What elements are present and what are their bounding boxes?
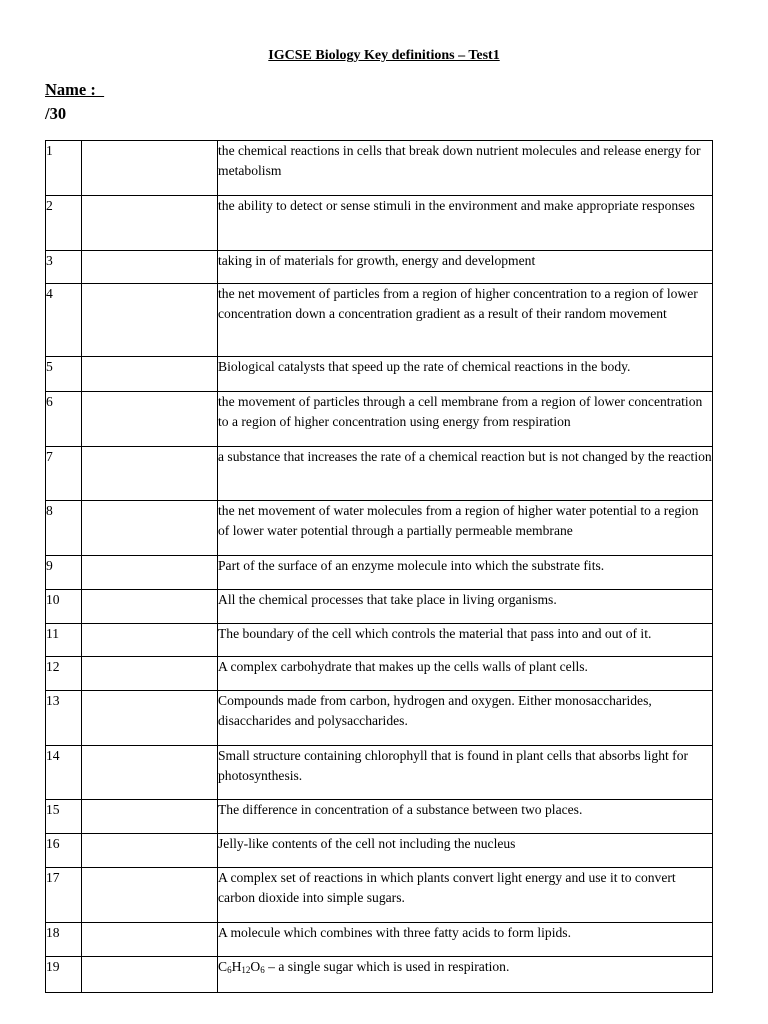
table-row	[46, 251, 713, 284]
row-number: 6	[46, 392, 82, 447]
table-row	[46, 923, 713, 957]
definition-text: – a single sugar which is used in respiration.	[264, 959, 510, 974]
row-number: 16	[46, 834, 82, 868]
answer-cell[interactable]	[82, 957, 218, 993]
row-number: 10	[46, 590, 82, 624]
definition-cell: Small structure containing chlorophyll that is found in plant cells that absorbs light for photosynthesis.	[218, 746, 713, 800]
table-row	[46, 957, 713, 993]
row-number: 1	[46, 141, 82, 196]
row-number: 4	[46, 284, 82, 357]
score-label: /30	[45, 104, 67, 123]
definition-cell: The difference in concentration of a substance between two places.	[218, 800, 713, 834]
table-row	[46, 657, 713, 691]
definition-cell: Jelly-like contents of the cell not including the nucleus	[218, 834, 713, 868]
name-label: Name :	[45, 80, 105, 99]
formula-element: H	[231, 959, 242, 974]
formula-element: C	[218, 959, 228, 974]
table-row	[46, 357, 713, 392]
row-number: 2	[46, 196, 82, 251]
table-row	[46, 392, 713, 447]
table-row	[46, 196, 713, 251]
definition-cell: A molecule which combines with three fatty acids to form lipids.	[218, 923, 713, 957]
answer-cell[interactable]	[82, 746, 218, 800]
row-number: 18	[46, 923, 82, 957]
definition-cell: the movement of particles through a cell membrane from a region of lower concentration to a region of higher concentration using energy from respiration	[218, 392, 713, 447]
row-number: 19	[46, 957, 82, 993]
answer-cell[interactable]	[82, 141, 218, 196]
answer-cell[interactable]	[82, 834, 218, 868]
table-row	[46, 590, 713, 624]
definition-cell: the net movement of particles from a region of higher concentration to a region of lower concentration down a concentration gradient as a result of their random movement	[218, 284, 713, 357]
definition-cell: the ability to detect or sense stimuli in the environment and make appropriate responses	[218, 196, 713, 251]
definition-cell: Part of the surface of an enzyme molecule into which the substrate fits.	[218, 556, 713, 590]
chemical-formula	[218, 959, 265, 974]
row-number: 17	[46, 868, 82, 923]
answer-cell[interactable]	[82, 556, 218, 590]
definition-cell: Biological catalysts that speed up the rate of chemical reactions in the body.	[218, 357, 713, 392]
answer-cell[interactable]	[82, 501, 218, 556]
table-row	[46, 834, 713, 868]
table-row	[46, 447, 713, 501]
definitions-table-body	[46, 141, 713, 993]
table-row	[46, 501, 713, 556]
answer-cell[interactable]	[82, 868, 218, 923]
answer-cell[interactable]	[82, 392, 218, 447]
row-number: 11	[46, 624, 82, 657]
definition-cell: A complex carbohydrate that makes up the cells walls of plant cells.	[218, 657, 713, 691]
definition-cell	[218, 957, 713, 993]
table-row	[46, 141, 713, 196]
definition-cell: taking in of materials for growth, energy and development	[218, 251, 713, 284]
table-row	[46, 284, 713, 357]
row-number: 9	[46, 556, 82, 590]
row-number: 5	[46, 357, 82, 392]
row-number: 14	[46, 746, 82, 800]
answer-cell[interactable]	[82, 800, 218, 834]
table-row	[46, 800, 713, 834]
answer-cell[interactable]	[82, 284, 218, 357]
document-title: IGCSE Biology Key definitions – Test1	[268, 48, 500, 63]
answer-cell[interactable]	[82, 624, 218, 657]
answer-cell[interactable]	[82, 196, 218, 251]
answer-cell[interactable]	[82, 357, 218, 392]
table-row	[46, 691, 713, 746]
definition-cell: All the chemical processes that take place in living organisms.	[218, 590, 713, 624]
definition-cell: Compounds made from carbon, hydrogen and oxygen. Either monosaccharides, disaccharides and polysaccharides.	[218, 691, 713, 746]
row-number: 7	[46, 447, 82, 501]
definition-cell: the net movement of water molecules from a region of higher water potential to a region of lower water potential through a partially permeable membrane	[218, 501, 713, 556]
row-number: 3	[46, 251, 82, 284]
formula-element: O	[250, 959, 261, 974]
definition-cell: The boundary of the cell which controls the material that pass into and out of it.	[218, 624, 713, 657]
definition-cell: the chemical reactions in cells that break down nutrient molecules and release energy for metabolism	[218, 141, 713, 196]
table-row	[46, 624, 713, 657]
definition-cell: a substance that increases the rate of a chemical reaction but is not changed by the reaction	[218, 447, 713, 501]
table-row	[46, 556, 713, 590]
answer-cell[interactable]	[82, 251, 218, 284]
row-number: 12	[46, 657, 82, 691]
formula-subscript: 12	[241, 965, 251, 975]
answer-cell[interactable]	[82, 447, 218, 501]
definition-cell: A complex set of reactions in which plants convert light energy and use it to convert carbon dioxide into simple sugars.	[218, 868, 713, 923]
table-row	[46, 868, 713, 923]
formula-subscript: 6	[260, 965, 265, 975]
formula-subscript: 6	[227, 965, 232, 975]
row-number: 15	[46, 800, 82, 834]
row-number: 8	[46, 501, 82, 556]
answer-cell[interactable]	[82, 657, 218, 691]
definitions-table	[45, 140, 713, 993]
answer-cell[interactable]	[82, 590, 218, 624]
answer-cell[interactable]	[82, 691, 218, 746]
table-row	[46, 746, 713, 800]
answer-cell[interactable]	[82, 923, 218, 957]
row-number: 13	[46, 691, 82, 746]
